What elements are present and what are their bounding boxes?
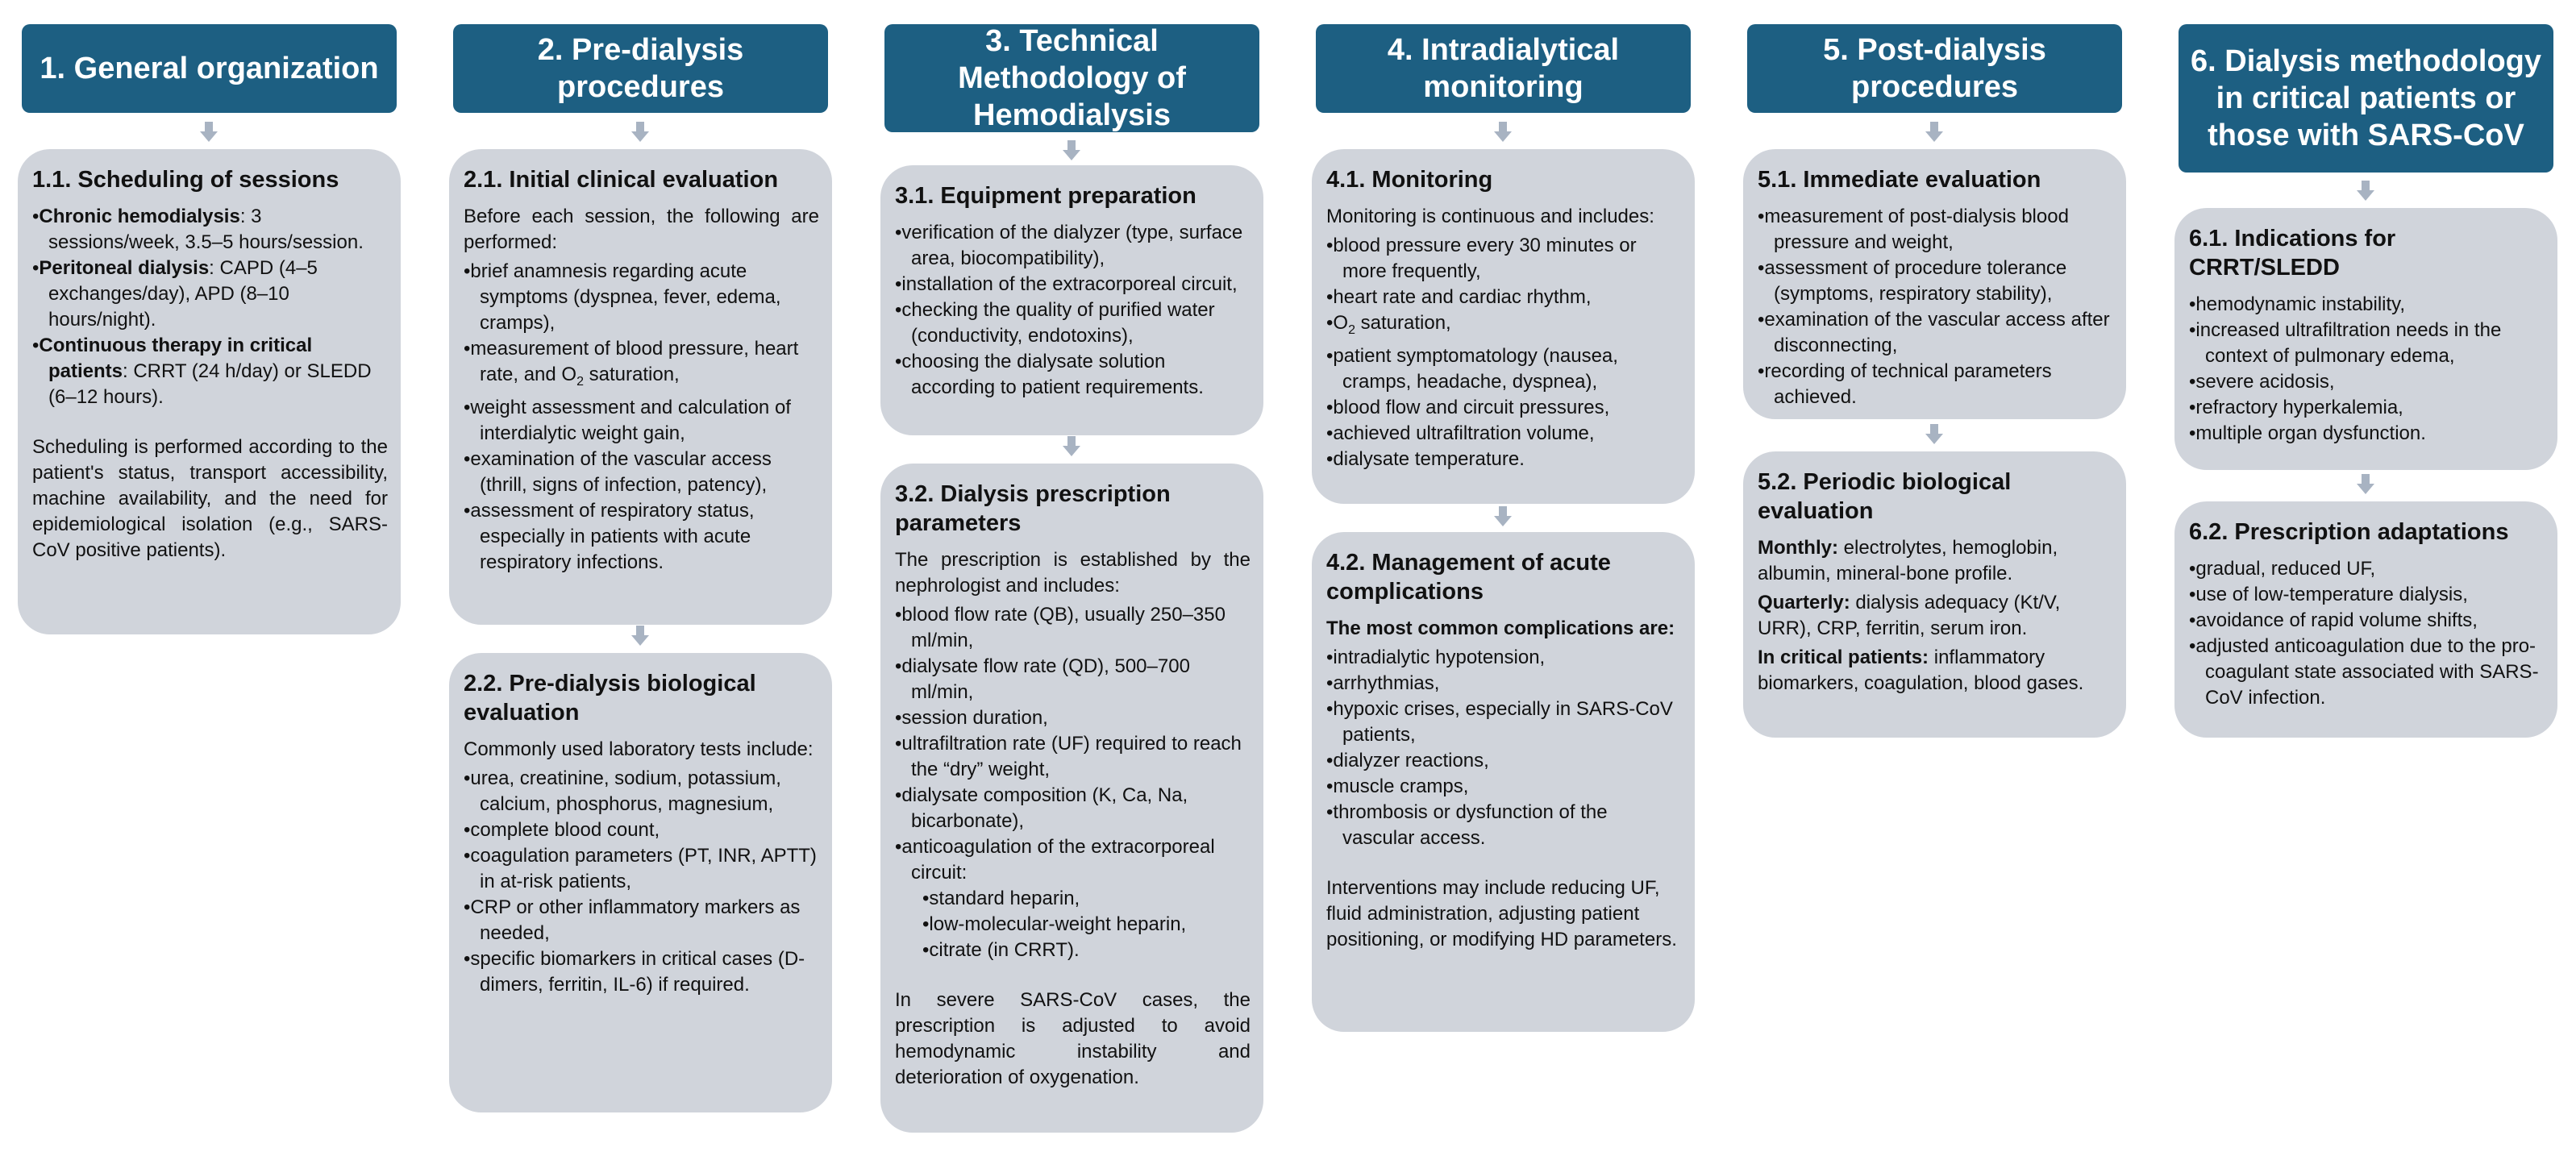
- box-periodic-biological: [1743, 451, 2126, 738]
- box-initial-clinical-evaluation: [449, 149, 832, 625]
- equipment-list: [895, 220, 1251, 401]
- prescription-list: [895, 602, 1251, 963]
- list-item: • complete blood count,: [464, 817, 819, 843]
- list-item: • specific biomarkers in critical cases (D-dimers, ferritin, IL-6) if required.: [464, 946, 819, 998]
- list-item: • increased ultrafiltration needs in the context of pulmonary edema,: [2189, 318, 2545, 369]
- box-equipment-preparation: [880, 165, 1263, 435]
- arrow-down-icon: [631, 131, 649, 142]
- list-item: • urea, creatinine, sodium, potassium, calcium, phosphorus, magnesium,: [464, 766, 819, 817]
- box-title: 2.1. Initial clinical evaluation: [464, 167, 779, 193]
- box-title: 5.2. Periodic biological evaluation: [1758, 469, 2012, 524]
- list-item: • weight assessment and calculation of interdialytic weight gain,: [464, 395, 819, 447]
- list-item: • hemodynamic instability,: [2189, 292, 2545, 318]
- list-item: • examination of the vascular access (thrill, signs of infection, patency),: [464, 447, 819, 498]
- box-crrt-indications: [2174, 208, 2557, 470]
- monitoring-list: [1326, 233, 1682, 472]
- box-title: 5.1. Immediate evaluation: [1758, 167, 2041, 193]
- list-item: • gradual, reduced UF,: [2189, 556, 2545, 582]
- prescription-note: In severe SARS-CoV cases, the prescription is adjusted to avoid hemodynamic instability and deterioration of oxygenation.: [895, 989, 1251, 1088]
- list-item: • Continuous therapy in critical patients: CRRT (24 h/day) or SLEDD (6–12 hours).: [32, 333, 388, 410]
- list-item: • Peritoneal dialysis: CAPD (4–5 exchanges/day), APD (8–10 hours/night).: [32, 256, 388, 333]
- scheduling-list: [32, 204, 388, 410]
- arrow-down-icon: [1063, 446, 1080, 456]
- list-item: • anticoagulation of the extracorporeal circuit:: [895, 834, 1251, 886]
- box-title: 4.2. Management of acute complications: [1326, 550, 1611, 605]
- list-item: • $O_2$ saturation,: [1326, 310, 1682, 343]
- arrow-down-icon: [1925, 131, 1943, 142]
- header-general-organization: 1. General organization: [22, 24, 397, 113]
- arrow-down-icon: [1063, 150, 1080, 160]
- box-acute-complications: [1312, 532, 1695, 1032]
- critical-line: In critical patients: inflammatory biomarkers, coagulation, blood gases.: [1758, 647, 2084, 694]
- sub-list-item: • citrate (in CRRT).: [908, 938, 1251, 963]
- list-item: • measurement of blood pressure, heart rate, and $O_2$ saturation,: [464, 336, 819, 395]
- header-technical-methodology: 3. Technical Methodology of Hemodialysis: [884, 24, 1259, 132]
- list-item: • Chronic hemodialysis: 3 sessions/week, 3.5–5 hours/session.: [32, 204, 388, 256]
- box-intro: The most common complications are:: [1326, 618, 1675, 639]
- box-immediate-evaluation: [1743, 149, 2126, 419]
- list-item: • recording of technical parameters achieved.: [1758, 359, 2113, 410]
- list-item: • choosing the dialysate solution according to patient requirements.: [895, 349, 1251, 401]
- list-item: • brief anamnesis regarding acute symptoms (dyspnea, fever, edema, cramps),: [464, 259, 819, 336]
- immediate-evaluation-list: [1758, 204, 2113, 410]
- sub-list-item: • standard heparin,: [908, 886, 1251, 912]
- list-item: • intradialytic hypotension,: [1326, 645, 1682, 671]
- monthly-line: Monthly: electrolytes, hemoglobin, albumin, mineral-bone profile.: [1758, 537, 2058, 584]
- list-item: • installation of the extracorporeal circuit,: [895, 272, 1251, 297]
- header-intradialytical: 4. Intradialytical monitoring: [1316, 24, 1691, 113]
- list-item: • refractory hyperkalemia,: [2189, 395, 2545, 421]
- list-item: • dialysate flow rate (QD), 500–700 ml/min,: [895, 654, 1251, 705]
- box-dialysis-prescription: [880, 464, 1263, 1133]
- list-item: • dialysate composition (K, Ca, Na, bicarbonate),: [895, 783, 1251, 834]
- list-item: • multiple organ dysfunction.: [2189, 421, 2545, 447]
- list-item: • arrhythmias,: [1326, 671, 1682, 697]
- list-item: • examination of the vascular access after disconnecting,: [1758, 307, 2113, 359]
- list-item: • hypoxic crises, especially in SARS-CoV patients,: [1326, 697, 1682, 748]
- scheduling-note: Scheduling is performed according to the patient's status, transport accessibility, machine availability, and the need for epidemiological isolation (e.g., SARS-CoV positive patients).: [32, 436, 388, 561]
- list-item: • blood pressure every 30 minutes or more frequently,: [1326, 233, 1682, 285]
- arrow-down-icon: [200, 131, 218, 142]
- list-item: • avoidance of rapid volume shifts,: [2189, 608, 2545, 634]
- list-item: • assessment of respiratory status, especially in patients with acute respiratory infections.: [464, 498, 819, 576]
- arrow-down-icon: [2357, 484, 2374, 494]
- adaptations-list: [2189, 556, 2545, 711]
- list-item: • CRP or other inflammatory markers as needed,: [464, 895, 819, 946]
- box-title: 2.2. Pre-dialysis biological evaluation: [464, 671, 756, 726]
- list-item: • session duration,: [895, 705, 1251, 731]
- list-item: • patient symptomatology (nausea, cramps, headache, dyspnea),: [1326, 343, 1682, 395]
- box-monitoring: [1312, 149, 1695, 504]
- arrow-down-icon: [1494, 516, 1512, 526]
- box-title: 1.1. Scheduling of sessions: [32, 167, 339, 193]
- list-item: • muscle cramps,: [1326, 774, 1682, 800]
- list-item: • dialyzer reactions,: [1326, 748, 1682, 774]
- interventions-note: Interventions may include reducing UF, fluid administration, adjusting patient positioning, or modifying HD parameters.: [1326, 877, 1677, 950]
- list-item: • blood flow rate (QB), usually 250–350 ml/min,: [895, 602, 1251, 654]
- box-title: 3.2. Dialysis prescription parameters: [895, 481, 1171, 536]
- header-critical-patients: 6. Dialysis methodology in critical patients or those with SARS-CoV: [2179, 24, 2553, 173]
- box-title: 6.1. Indications for CRRT/SLEDD: [2189, 226, 2396, 281]
- box-scheduling-sessions: [18, 149, 401, 634]
- clinical-list: [464, 259, 819, 576]
- arrow-down-icon: [1925, 434, 1943, 444]
- box-intro: Commonly used laboratory tests include:: [464, 738, 814, 760]
- box-title: 4.1. Monitoring: [1326, 167, 1493, 193]
- complications-list: [1326, 645, 1682, 851]
- arrow-down-icon: [1494, 131, 1512, 142]
- list-item: • checking the quality of purified water (conductivity, endotoxins),: [895, 297, 1251, 349]
- indications-list: [2189, 292, 2545, 447]
- header-post-dialysis: 5. Post-dialysis procedures: [1747, 24, 2122, 113]
- lab-tests-list: [464, 766, 819, 998]
- list-item: • severe acidosis,: [2189, 369, 2545, 395]
- quarterly-line: Quarterly: dialysis adequacy (Kt/V, URR), CRP, ferritin, serum iron.: [1758, 592, 2061, 639]
- list-item: • dialysate temperature.: [1326, 447, 1682, 472]
- list-item: • assessment of procedure tolerance (symptoms, respiratory stability),: [1758, 256, 2113, 307]
- box-intro: Before each session, the following are performed:: [464, 206, 819, 253]
- list-item: • measurement of post-dialysis blood pressure and weight,: [1758, 204, 2113, 256]
- box-pre-dialysis-biological: [449, 653, 832, 1112]
- list-item: • verification of the dialyzer (type, surface area, biocompatibility),: [895, 220, 1251, 272]
- list-item: • adjusted anticoagulation due to the pro-coagulant state associated with SARS-CoV infection.: [2189, 634, 2545, 711]
- list-item: • heart rate and cardiac rhythm,: [1326, 285, 1682, 310]
- list-item: • thrombosis or dysfunction of the vascular access.: [1326, 800, 1682, 851]
- list-item: • use of low-temperature dialysis,: [2189, 582, 2545, 608]
- arrow-down-icon: [631, 635, 649, 646]
- list-item: • ultrafiltration rate (UF) required to reach the “dry” weight,: [895, 731, 1251, 783]
- box-intro: Monitoring is continuous and includes:: [1326, 206, 1654, 227]
- header-pre-dialysis: 2. Pre-dialysis procedures: [453, 24, 828, 113]
- box-intro: The prescription is established by the nephrologist and includes:: [895, 549, 1251, 597]
- sub-list-item: • low-molecular-weight heparin,: [908, 912, 1251, 938]
- list-item: • achieved ultrafiltration volume,: [1326, 421, 1682, 447]
- list-item: • coagulation parameters (PT, INR, APTT) in at-risk patients,: [464, 843, 819, 895]
- arrow-down-icon: [2357, 190, 2374, 201]
- box-title: 6.2. Prescription adaptations: [2189, 519, 2509, 545]
- list-item: • blood flow and circuit pressures,: [1326, 395, 1682, 421]
- box-prescription-adaptations: [2174, 501, 2557, 738]
- box-title: 3.1. Equipment preparation: [895, 183, 1196, 209]
